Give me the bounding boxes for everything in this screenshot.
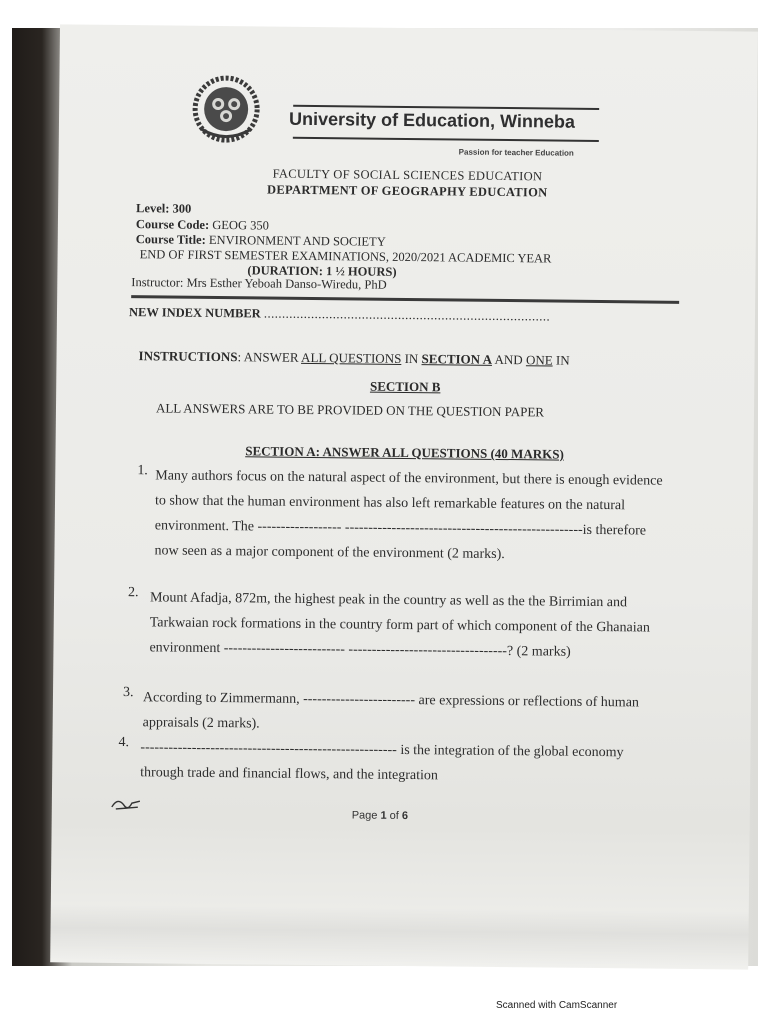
course-code-value: GEOG 350 bbox=[212, 217, 269, 233]
question-number: 4. bbox=[118, 734, 130, 751]
exam-line: END OF FIRST SEMESTER EXAMINATIONS, 2020/2021 ACADEMIC YEAR bbox=[139, 247, 552, 266]
instructions-text-1: : ANSWER bbox=[237, 349, 302, 365]
faculty-name: FACULTY OF SOCIAL SCIENCES EDUCATION bbox=[272, 166, 543, 184]
level-value: 300 bbox=[172, 201, 192, 216]
exam-paper bbox=[50, 24, 758, 969]
page-total: 6 bbox=[401, 809, 409, 823]
index-number-field[interactable] bbox=[129, 305, 550, 324]
question-text: ------------------------------------------------------- is the integration of the global economy through trade and financial flows, and the integration bbox=[140, 740, 624, 784]
question-text: Mount Afadja, 872m, the highest peak in the country as well as the the Birrimian and Tarkwaian rock formations in the country form part of which component of the Ghanaian environment -------------------------- ----------------------------------? (2 marks) bbox=[149, 590, 650, 660]
course-title-value: ENVIRONMENT AND SOCIETY bbox=[208, 232, 386, 249]
instructions-section-b: SECTION B bbox=[369, 378, 441, 395]
university-crest-logo bbox=[191, 74, 262, 145]
header-rule-bottom bbox=[293, 137, 599, 142]
course-code-line bbox=[136, 217, 269, 233]
index-number-label: NEW INDEX NUMBER bbox=[128, 305, 261, 321]
level-line bbox=[136, 201, 191, 217]
section-a-heading: SECTION A: ANSWER ALL QUESTIONS (40 MARKS) bbox=[245, 443, 564, 462]
instructions-text-3: AND bbox=[491, 351, 527, 368]
instructions-section-a: SECTION A bbox=[421, 351, 493, 367]
instructions-line bbox=[138, 348, 569, 369]
course-code-label: Course Code: bbox=[135, 217, 210, 232]
question-number: 3. bbox=[122, 685, 134, 701]
university-name: University of Education, Winneba bbox=[288, 108, 576, 132]
index-number-blank[interactable]: ............................................................................... bbox=[263, 306, 551, 324]
instructions-one: ONE bbox=[525, 352, 553, 368]
question-text: Many authors focus on the natural aspect of the environment, but there is enough evidence to show that the human environment has also left remarkable features on the natural environment. The ------------------ ---------------------------------------------------is therefore now seen as a major component of the environment (2 marks). bbox=[154, 468, 663, 563]
scanned-page bbox=[12, 28, 758, 966]
department-name: DEPARTMENT OF GEOGRAPHY EDUCATION bbox=[267, 182, 548, 200]
handwritten-initials-signature bbox=[110, 795, 144, 813]
page-number: 1 bbox=[380, 809, 387, 822]
camscanner-watermark: Scanned with CamScanner bbox=[496, 1000, 618, 1011]
university-tagline: Passion for teacher Education bbox=[458, 147, 574, 158]
header-divider bbox=[131, 295, 679, 304]
question-text: According to Zimmermann, ------------------------ are expressions or reflections of human appraisals (2 marks). bbox=[142, 690, 640, 732]
all-answers-note: ALL ANSWERS ARE TO BE PROVIDED ON THE QUESTION PAPER bbox=[155, 400, 545, 420]
course-title-label: Course Title: bbox=[135, 232, 206, 247]
question-number: 1. bbox=[137, 463, 148, 479]
instructions-text-4: IN bbox=[552, 352, 570, 368]
instructor-line: Instructor: Mrs Esther Yeboah Danso-Wiredu, PhD bbox=[131, 275, 387, 292]
fold-shadow bbox=[50, 904, 749, 969]
instructions-all-questions: ALL QUESTIONS bbox=[301, 349, 402, 366]
page-footer bbox=[352, 809, 408, 822]
question-number: 2. bbox=[127, 585, 139, 601]
page-of: of bbox=[386, 809, 402, 822]
instructions-label: INSTRUCTIONS bbox=[138, 348, 238, 365]
instructions-text-2: IN bbox=[401, 350, 422, 367]
level-label: Level: bbox=[136, 201, 170, 216]
duration-line: (DURATION: 1 ½ HOURS) bbox=[247, 263, 397, 279]
page-prefix: Page bbox=[351, 809, 381, 822]
